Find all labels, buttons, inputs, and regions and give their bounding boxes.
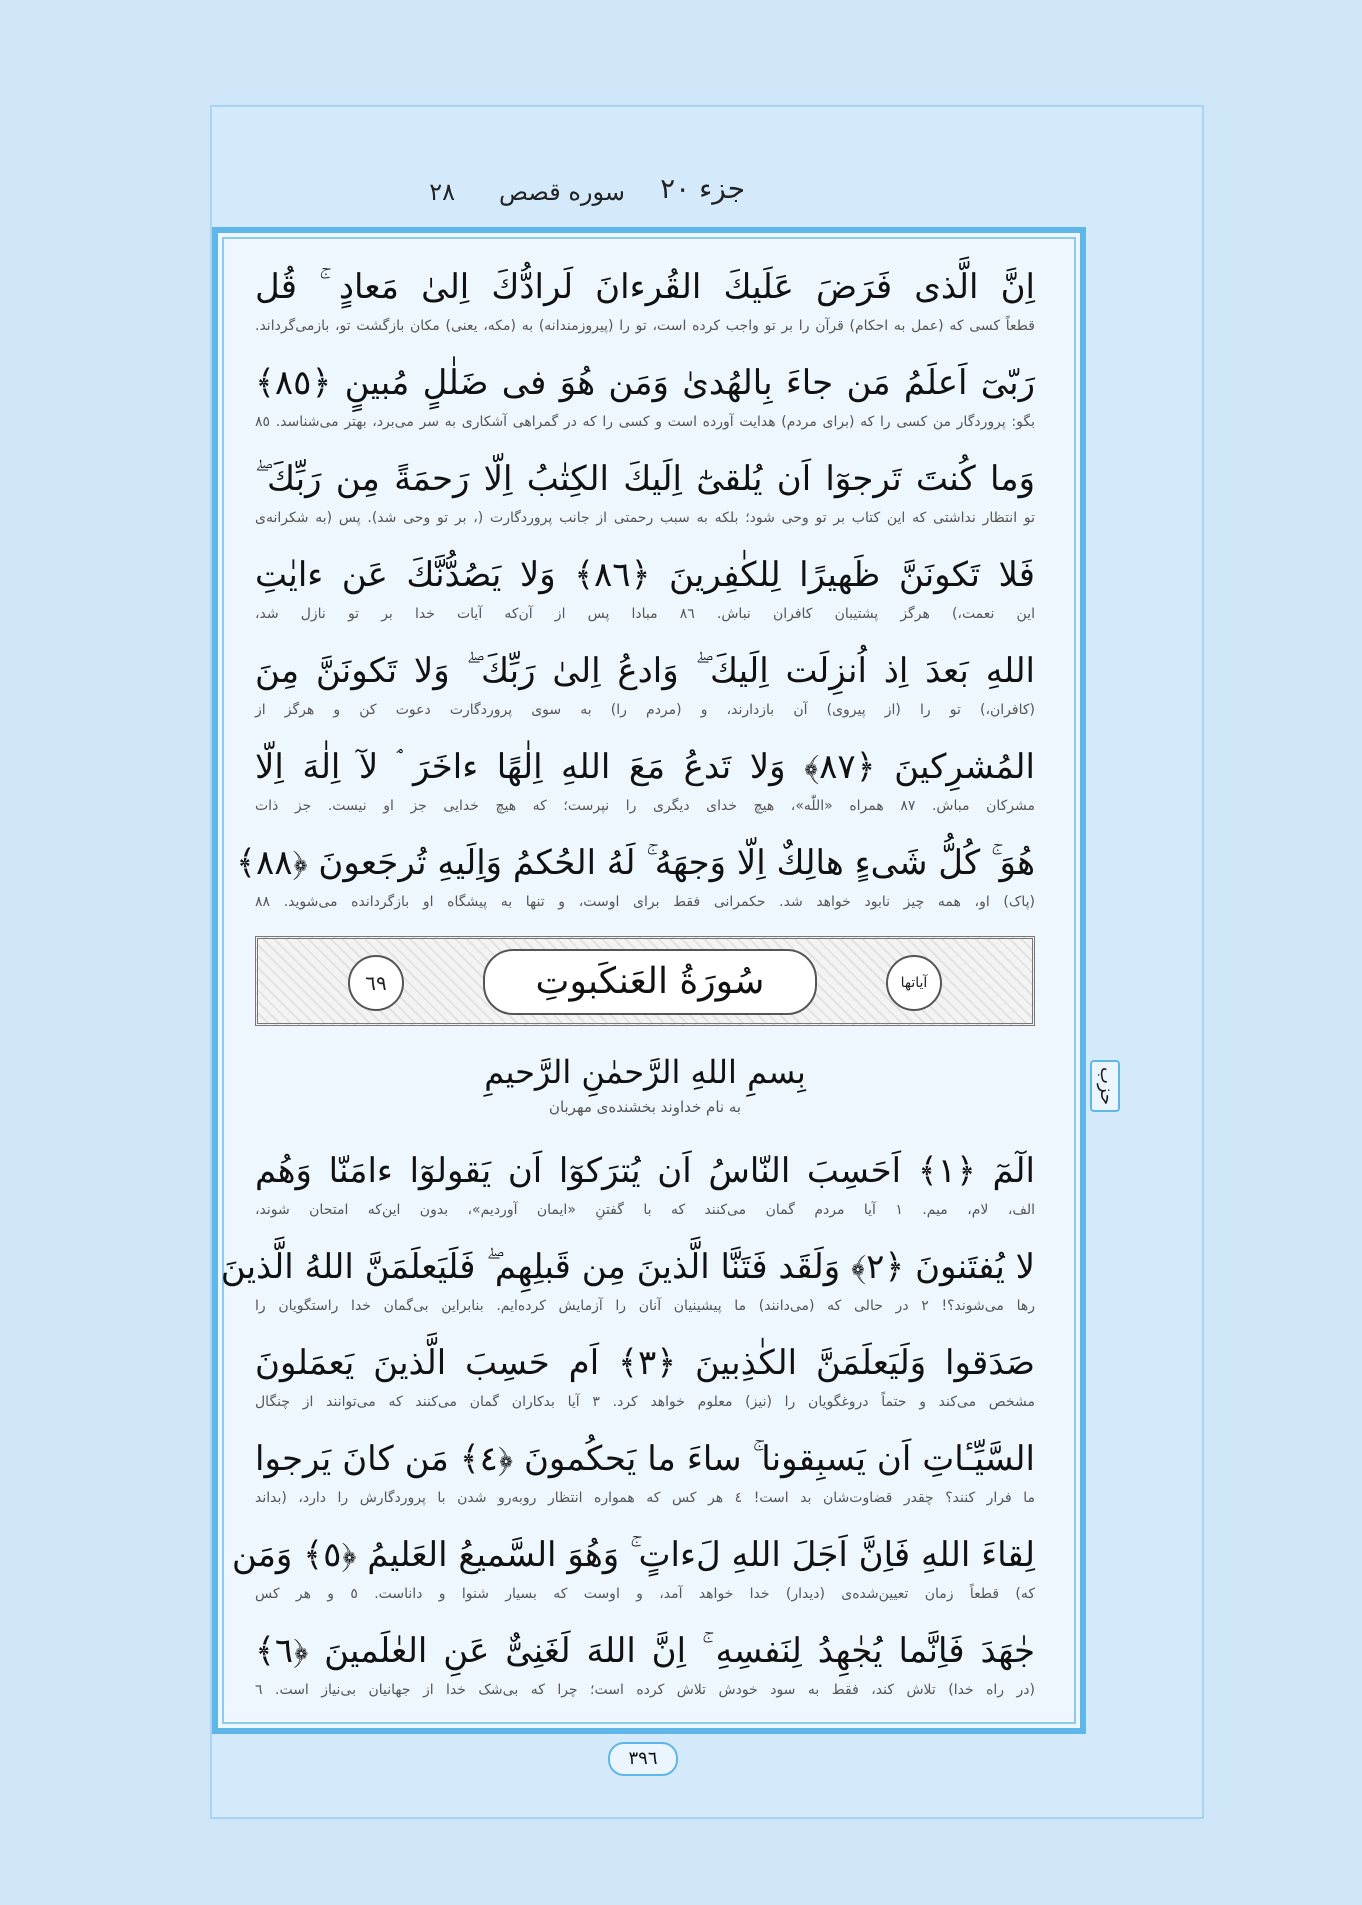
verse-line: اِنَّ الَّذی فَرَضَ عَلَیكَ القُرءانَ لَرادُّكَ اِلیٰ مَعادٍ ۚ قُل [255,267,1035,307]
verse-line: جٰهَدَ فَاِنَّما یُجٰهِدُ لِنَفسِهِ ۚ اِنَّ اللهَ لَغَنِیٌّ عَنِ العٰلَمینَ ﴿٦﴾ [255,1631,1035,1671]
translation-line: (کافران،) تو را (از پیروی) آن بازدارند، و (مردم را) به سوی پروردگارت دعوت کن و هرگز از [255,702,1035,718]
surah-title: سُورَةُ العَنكَبوتِ [483,949,817,1015]
translation-line: (پاک) او، همه چیز نابود خواهد شد. حکمرانی فقط برای اوست، و تنها به پیشگاه او بازگردانده می‌شوید. ٨٨ [255,894,1035,910]
verse-line: رَبّیٓ اَعلَمُ مَن جاءَ بِالهُدیٰ وَمَن هُوَ فی ضَلٰلٍ مُبینٍ ﴿٨٥﴾ [255,363,1035,403]
ayat-label: آیاتها [886,955,942,1011]
surah-number: ٢٨ [429,178,455,206]
ayat-count: ٦٩ [348,955,404,1011]
bismillah-translation: به نام خداوند بخشنده‌ی مهربان [548,1098,742,1116]
translation-line: ما فرار کنند؟ چقدر قضاوت‌شان بد است! ٤ هر کس که همواره انتظار روبه‌رو شدن با پروردگارش را دارد، (بداند [255,1490,1035,1506]
bismillah: بِسمِ اللهِ الرَّحمٰنِ الرَّحیمِ [484,1053,806,1091]
translation-line: بگو: پروردگار من کسی را که (برای مردم) هدایت آورده است و کسی را که در گمراهی آشکاری به سر می‌برد، بهتر می‌شناسد. ٨٥ [255,414,1035,430]
translation-line: تو انتظار نداشتی که این کتاب بر تو وحی شود؛ بلکه به سبب رحمتی از جانب پروردگارت (، بر تو وحی شد). پس (به شکرانه‌ی [255,510,1035,526]
verse-line: لِقاءَ اللهِ فَاِنَّ اَجَلَ اللهِ لَءاتٍ ۚ وَهُوَ السَّمیعُ العَلیمُ ﴿٥﴾ وَمَن [231,1535,1035,1575]
verse-line: لا یُفتَنونَ ﴿٢﴾ وَلَقَد فَتَنَّا الَّذینَ مِن قَبلِهِم ۖ فَلَیَعلَمَنَّ اللهُ الَّذینَ [220,1247,1035,1287]
page-content [220,260,1036,1720]
verse-line: صَدَقوا وَلَیَعلَمَنَّ الكٰذِبینَ ﴿٣﴾ اَم حَسِبَ الَّذینَ یَعمَلونَ [255,1343,1035,1383]
page-number: ٣٩٦ [608,1742,678,1776]
translation-line: الف، لام، میم. ١ آیا مردم گمان می‌کنند که با گفتنِ «ایمان آوردیم»، بدون این‌که امتحان شوند، [255,1202,1035,1218]
verse-line: المُشرِكینَ ﴿٨٧﴾ وَلا تَدعُ مَعَ اللهِ اِلٰهًا ءاخَرَ ۘ لآ اِلٰهَ اِلّا [255,747,1035,787]
translation-line: مشرکان مباش. ٨٧ همراه «اللّٰه»، هیچ خدای دیگری را نپرست؛ که هیچ خدایی جز او نیست. جز ذات [255,798,1035,814]
verse-line: هُوَ ۚ كُلُّ شَیءٍ هالِكٌ اِلّا وَجهَهُ ۚ لَهُ الحُكمُ وَاِلَیهِ تُرجَعونَ ﴿٨٨﴾ [236,843,1035,883]
translation-line: که) قطعاً زمان تعیین‌شده‌ی (دیدار) خدا خواهد آمد، و اوست که بسیار شنوا و داناست. ٥ و هر کس [255,1586,1035,1602]
verse-block-qasas [236,260,1036,932]
surah-banner [255,936,1035,1026]
translation-line: رها می‌شوند؟! ٢ در حالی که (می‌دانند) ما پیشینیان آنان را آزمایش کرده‌ایم. بنابراین بی‌گمان خدا راستگویان را [255,1298,1035,1314]
translation-line: (در راه خدا) تلاش کند، فقط به سود خودش تلاش کرده است؛ چرا که بی‌شک خدا از جهانیان بی‌نیاز است. ٦ [255,1682,1035,1698]
translation-line: قطعاً کسی که (عمل به احکام) قرآن را بر تو واجب کرده است، تو را (پیروزمندانه) به (مکه، یعنی) مکان بازگشت تو، بازمی‌گرداند. [255,318,1035,334]
verse-line: فَلا تَكونَنَّ ظَهیرًا لِلكٰفِرینَ ﴿٨٦﴾ وَلا یَصُدُّنَّكَ عَن ءایٰتِ [255,555,1035,595]
verse-block-ankabut [220,1144,1035,1720]
page-header [355,172,745,214]
translation-line: مشخص می‌کند و حتماً دروغگویان را (نیز) معلوم خواهد کرد. ٣ آیا بدکاران گمان می‌کنند که می‌توانند از چنگال [255,1394,1035,1410]
verse-line: السَّیِّـٔاتِ اَن یَسبِقونا ۚ ساءَ ما یَحكُمونَ ﴿٤﴾ مَن كانَ یَرجوا [255,1439,1035,1479]
surah-name: سوره قصص [499,178,625,206]
juz-label: جزء ٢٠ [660,172,745,205]
hizb-side-marker: حزب [1090,1060,1120,1112]
verse-line: اللهِ بَعدَ اِذ اُنزِلَت اِلَیكَ ۖ وَادعُ اِلیٰ رَبِّكَ ۖ وَلا تَكونَنَّ مِنَ [255,651,1035,691]
verse-line: وَما كُنتَ تَرجوٓا اَن یُلقیٰٓ اِلَیكَ الكِتٰبُ اِلّا رَحمَةً مِن رَبِّكَ ۖ [255,459,1035,499]
verse-line: الٓمٓ ﴿١﴾ اَحَسِبَ النّاسُ اَن یُترَكوٓا اَن یَقولوٓا ءامَنّا وَهُم [255,1151,1035,1191]
translation-line: این نعمت،) هرگز پشتیبان کافران نباش. ٨٦ مبادا پس از آن‌که آیات خدا بر تو نازل شد، [255,606,1036,622]
